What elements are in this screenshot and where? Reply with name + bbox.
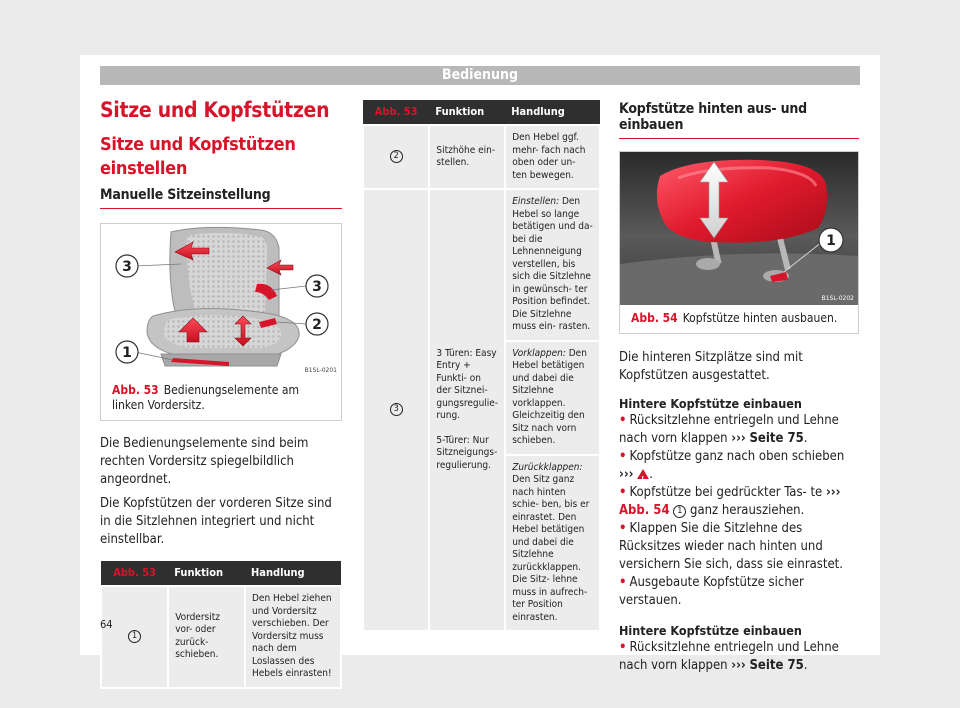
row-number: 1 <box>128 630 141 643</box>
svg-text:2: 2 <box>312 317 322 333</box>
svg-text:3: 3 <box>122 259 132 275</box>
text-vorklappen: Den Hebel betätigen und dabei die Sitzlehne vorklappen. Gleichzeitig den Sitz nach vorn schieben. <box>512 347 587 446</box>
table-row <box>363 125 600 189</box>
figure-code: B1SL-0201 <box>304 367 337 374</box>
callout-3-right <box>306 275 328 297</box>
table-row <box>363 189 600 341</box>
bullet-icon: • <box>619 449 627 464</box>
heading-rear-headrest-1: Hintere Kopfstütze einbauen <box>619 396 802 411</box>
paragraph-intro: Die hinteren Sitzplätze sind mit Kopfstützen ausgestattet. <box>619 350 803 383</box>
page-number: 64 <box>100 618 113 631</box>
section-title: Kopfstütze hinten aus- und einbauen <box>619 101 859 139</box>
table-header-abb: Abb. 53 <box>101 561 168 586</box>
table-header-abb: Abb. 53 <box>363 100 429 125</box>
figure-ref: Abb. 54 <box>631 311 678 325</box>
warning-icon[interactable] <box>637 469 649 479</box>
page-title: Sitze und Kopfstützen <box>100 98 330 122</box>
table-header-handlung: Handlung <box>245 561 341 586</box>
arrow-link-icon: ››› <box>731 431 746 446</box>
bullet-icon: • <box>619 521 627 536</box>
row-handlung-vorklappen <box>505 341 600 455</box>
arrow-link-icon: ››› <box>731 658 746 673</box>
column-middle <box>362 100 601 632</box>
heading-rear-headrest-2: Hintere Kopfstütze einbauen <box>619 623 802 638</box>
figure-code: B1SL-0202 <box>821 295 854 302</box>
figure-front-seat <box>100 223 342 421</box>
figure-caption-text: Bedienungselemente am linken Vordersitz. <box>112 383 299 412</box>
list-item: • Klappen Sie die Sitzlehne des Rücksitzes wieder nach hinten und versichern Sie sich, dass sie einrastet. <box>619 521 843 572</box>
bullet-icon: • <box>619 413 627 428</box>
callout-3-left <box>116 255 138 277</box>
label-einstellen: Einstellen: <box>512 196 560 207</box>
section-header: Bedienung <box>100 66 860 85</box>
label-zurueckklappen: Zurückklappen: <box>512 461 583 473</box>
bullet-icon: • <box>619 485 627 500</box>
table-header-funktion: Funktion <box>429 100 505 125</box>
row-funktion-5door: 5-Türer: Nur Sitzneigungs- regulierung. <box>436 434 498 471</box>
figure-caption-text: Kopfstütze hinten ausbauen. <box>682 311 838 325</box>
row-number: 3 <box>390 403 403 416</box>
svg-text:1: 1 <box>122 345 132 361</box>
seat-drawing <box>101 224 341 377</box>
text-einstellen: Den Hebel so lange betätigen und da- bei die Lehnenneigung verstellen, bis sich die Sitzlehne in gewünsch- ter Position befindet. Die Sitzlehne muss ein- rasten. <box>512 196 593 332</box>
callout-number: 1 <box>673 505 686 518</box>
callout-2 <box>306 313 328 335</box>
table-header-funktion: Funktion <box>168 561 245 586</box>
table-header-handlung: Handlung <box>505 100 600 125</box>
svg-text:1: 1 <box>826 233 836 249</box>
figure-link[interactable]: Abb. 54 <box>619 503 670 518</box>
list-item: • Kopfstütze ganz nach oben schieben ››› ! . <box>619 448 859 484</box>
svg-text:3: 3 <box>312 279 322 295</box>
row-handlung-zurueckklappen <box>505 455 600 632</box>
figure-rear-headrest <box>619 151 859 334</box>
bullet-icon: • <box>619 575 627 590</box>
row-funktion: Sitzhöhe ein- stellen. <box>429 125 505 189</box>
bullet-icon: • <box>619 640 627 655</box>
label-vorklappen: Vorklappen: <box>512 347 566 359</box>
headrest-drawing <box>620 152 858 305</box>
list-item: • Rücksitzlehne entriegeln und Lehne nach vorn klappen ››› Seite 75. <box>619 640 839 673</box>
list-item: • Kopfstütze bei gedrückter Tas- te ››› Abb. 54 1 ganz herausziehen. <box>619 485 841 518</box>
paragraph-headrests: Die Kopfstützen der vorderen Sitze sind in die Sitzlehnen integriert und nicht einstellbar. <box>100 496 332 547</box>
front-seat-illustration <box>101 224 341 377</box>
text-zurueckklappen: Den Sitz ganz nach hinten schie- ben, bis er einrastet. Den Hebel betätigen und dabei die Sitzlehne zurückklappen. Die Sitz- lehne muss in aufrech- ter Position einrasten. <box>512 474 590 623</box>
column-right <box>619 97 859 675</box>
chapter-title: Sitze und Kopfstützen einstellen <box>100 134 296 179</box>
figure-caption <box>620 305 858 333</box>
figure-caption <box>101 377 341 420</box>
paragraph-mirror: Die Bedienungselemente sind beim rechten Vordersitz spiegelbildlich angeordnet. <box>100 436 309 487</box>
row-handlung: Den Hebel ggf. mehr- fach nach oben oder un- ten bewegen. <box>505 125 600 189</box>
row-funktion: Vordersitz vor- oder zurück- schieben. <box>168 586 245 688</box>
rear-headrest-photo <box>620 152 858 305</box>
callout-1 <box>116 341 138 363</box>
column-left <box>100 97 342 689</box>
list-item: • Ausgebaute Kopfstütze sicher verstauen. <box>619 575 804 608</box>
row-handlung-einstellen <box>505 189 600 341</box>
figure-ref: Abb. 53 <box>112 383 159 397</box>
page-link[interactable]: Seite 75 <box>749 431 804 446</box>
row-handlung: Den Hebel ziehen und Vordersitz verschieben. Der Vordersitz muss nach dem Loslassen des Hebels einrasten! <box>245 586 341 688</box>
function-table-part2 <box>362 100 601 632</box>
list-item: • Rücksitzlehne entriegeln und Lehne nach vorn klappen ››› Seite 75. <box>619 413 839 446</box>
arrow-link-icon: ››› <box>619 467 634 482</box>
row-number: 2 <box>390 150 403 163</box>
arrow-link-icon: ››› <box>825 485 841 500</box>
table-row <box>101 586 341 688</box>
section-title: Manuelle Sitzeinstellung <box>100 187 342 209</box>
row-funktion: 3 Türen: Easy Entry + Funkti- on der Sitznei- gungsregulie- rung. <box>436 347 499 422</box>
function-table-part1 <box>100 561 342 689</box>
page-link[interactable]: Seite 75 <box>749 658 804 673</box>
callout-1 <box>819 228 843 252</box>
